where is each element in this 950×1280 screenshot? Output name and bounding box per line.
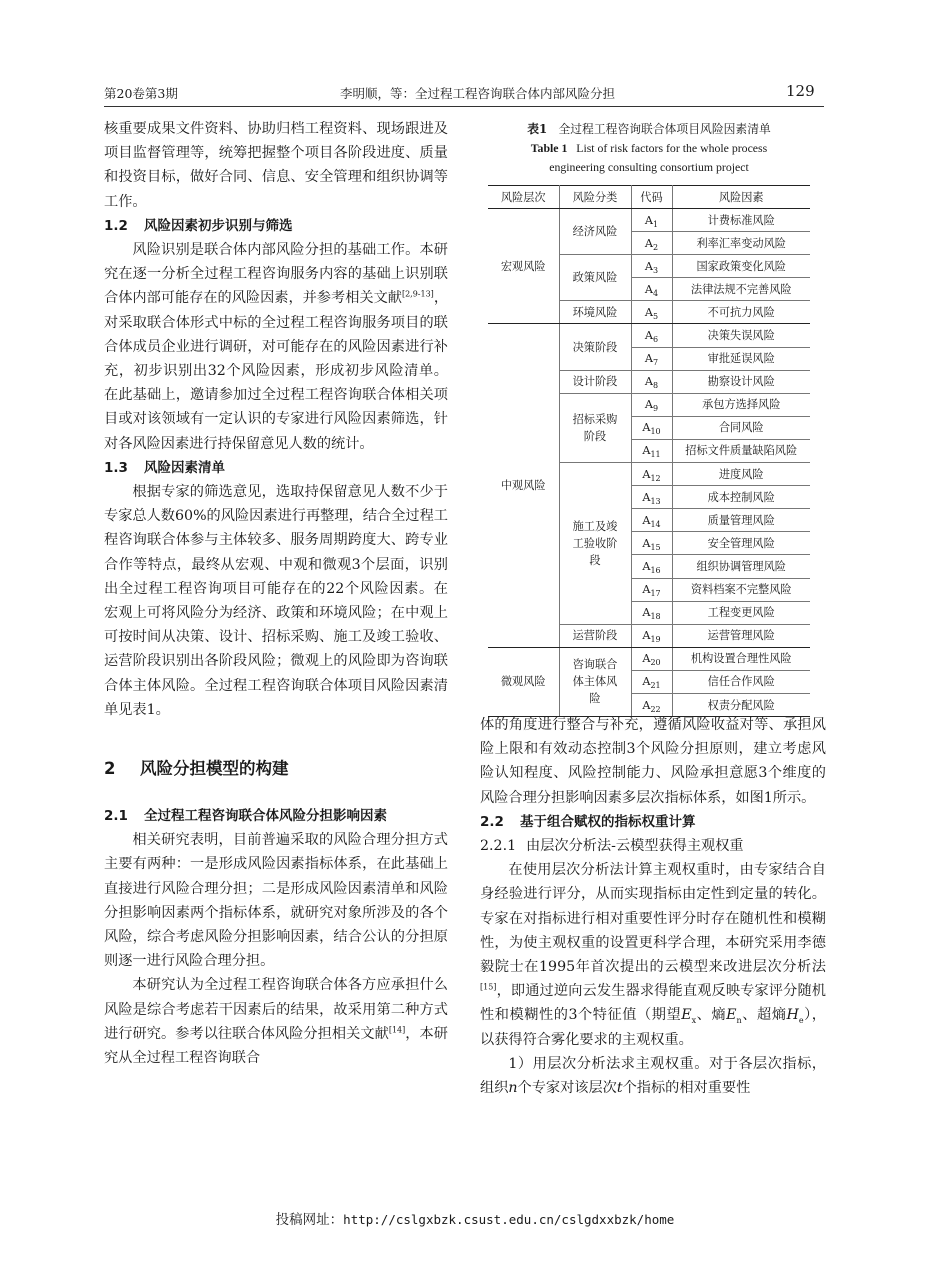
section-heading-2-1: 2.1 全过程工程咨询联合体风险分担影响因素	[104, 808, 387, 825]
risk-factor-cell: 进度风险	[672, 463, 810, 486]
header-rule	[104, 106, 824, 107]
risk-code-cell: $A_1$	[631, 209, 672, 232]
paragraph: 在使用层次分析法计算主观权重时，由专家结合自身经验进行评分，从而实现指标由定性到定量的转化。专家在对指标进行相对重要性评分时存在随机性和模糊性，为使主观权重的设置更科学合理，本研究采用李德毅院士在1995年首次提出的云模型来改进层次分析法[15]，即通过逆向云发生器求得能直观反映专家评分随机性和模糊性的3个特征值（期望$E_x$、熵$E_n$、超熵$H_e$），以获得符合雾化要求的主观权重。	[480, 862, 826, 1048]
risk-level-cell: 微观风险	[488, 647, 559, 716]
risk-code-cell: $A_{14}$	[631, 509, 672, 532]
risk-category-cell: 运营阶段	[559, 624, 631, 647]
risk-code-cell: $A_4$	[631, 278, 672, 301]
table-caption	[488, 120, 810, 177]
table-header-cell: 风险分类	[559, 186, 631, 209]
risk-factor-cell: 安全管理风险	[672, 532, 810, 555]
risk-code-cell: $A_{11}$	[631, 439, 672, 462]
risk-factor-cell: 成本控制风险	[672, 486, 810, 509]
risk-factor-cell: 合同风险	[672, 416, 810, 439]
risk-code-cell: $A_{10}$	[631, 416, 672, 439]
paragraph: 体的角度进行整合与补充，遵循风险收益对等、承担风险上限和有效动态控制3个风险分担原则，建立考虑风险认知程度、风险控制能力、风险承担意愿3个维度的风险合理分担影响因素多层次指标体系，如图1所示。	[480, 717, 826, 806]
table-row	[488, 647, 810, 670]
citation[interactable]: [2,9-13]	[401, 289, 434, 299]
risk-factor-cell: 国家政策变化风险	[672, 255, 810, 278]
risk-level-cell: 中观风险	[488, 324, 559, 647]
risk-factor-cell: 计费标准风险	[672, 209, 810, 232]
risk-factor-cell: 组织协调管理风险	[672, 555, 810, 578]
risk-code-cell: $A_{15}$	[631, 532, 672, 555]
risk-factor-cell: 工程变更风险	[672, 601, 810, 624]
left-column	[104, 117, 448, 1070]
risk-factor-cell: 审批延误风险	[672, 347, 810, 370]
section-heading-1-2: 1.2 风险因素初步识别与筛选	[104, 217, 293, 234]
risk-category-cell: 施工及竣工验收阶段	[559, 463, 631, 625]
citation[interactable]: [15]	[480, 982, 497, 992]
risk-factor-cell: 招标文件质量缺陷风险	[672, 439, 810, 462]
footer-label: 投稿网址：	[275, 1212, 344, 1228]
risk-factor-cell: 承包方选择风险	[672, 393, 810, 416]
section-heading-2-2: 2.2 基于组合赋权的指标权重计算	[480, 813, 696, 830]
paragraph: 1）用层次分析法求主观权重。对于各层次指标，组织n个专家对该层次t个指标的相对重要性	[480, 1055, 826, 1097]
risk-factor-cell: 机构设置合理性风险	[672, 647, 810, 670]
paragraph: 核重要成果文件资料、协助归档工程资料、现场跟进及项目监督管理等，统筹把握整个项目各阶段进度、质量和投资目标，做好合同、信息、安全管理和组织协调等工作。	[104, 121, 448, 210]
risk-factor-cell: 权责分配风险	[672, 693, 810, 716]
page-number: 129	[786, 82, 815, 100]
table-caption-en-2: engineering consulting consortium project	[549, 160, 749, 174]
journal-issue: 第20卷第3期	[104, 86, 178, 101]
risk-factor-cell: 信任合作风险	[672, 670, 810, 693]
risk-code-cell: $A_9$	[631, 393, 672, 416]
risk-code-cell: $A_{18}$	[631, 601, 672, 624]
table-row	[488, 324, 810, 347]
risk-category-cell: 咨询联合体主体风险	[559, 647, 631, 716]
table-caption-en: Table 1 List of risk factors for the whole process	[530, 141, 768, 155]
paragraph: 风险识别是联合体内部风险分担的基础工作。本研究在逐一分析全过程工程咨询服务内容的基础上识别联合体内部可能存在的风险因素，并参考相关文献[2,9-13]，对采取联合体形式中标的全过程工程咨询服务项目的联合体成员企业进行调研，对可能存在的风险因素进行补充，初步识别出32个风险因素，形成初步风险清单。在此基础上，邀请参加过全过程工程咨询联合体相关项目或对该领域有一定认识的专家进行风险因素筛选，针对各风险因素进行持保留意见人数的统计。	[104, 242, 449, 452]
table-row	[488, 209, 810, 232]
risk-category-cell: 招标采购阶段	[559, 393, 631, 462]
risk-code-cell: $A_{20}$	[631, 647, 672, 670]
submission-url[interactable]: http://cslgxbzk.csust.edu.cn/cslgdxxbzk/home	[343, 1212, 675, 1227]
risk-category-cell: 经济风险	[559, 209, 631, 255]
table-header-cell: 风险因素	[672, 186, 810, 209]
risk-code-cell: $A_{22}$	[631, 693, 672, 716]
table-header-cell: 风险层次	[488, 186, 559, 209]
risk-level-cell: 宏观风险	[488, 209, 559, 324]
page-footer	[0, 1208, 950, 1228]
paragraph: 根据专家的筛选意见，选取持保留意见人数不少于专家总人数60%的风险因素进行再整理，结合全过程工程咨询联合体参与主体较多、服务周期跨度大、跨专业合作等特点，最终从宏观、中观和微观3个层面，识别出全过程工程咨询项目可能存在的22个风险因素。在宏观上可将风险分为经济、政策和环境风险；在中观上可按时间从决策、设计、招标采购、施工及竣工验收、运营阶段识别出各阶段风险；微观上的风险即为咨询联合体主体风险。全过程工程咨询联合体项目风险因素清单见表1。	[104, 484, 448, 718]
citation[interactable]: [14]	[388, 1025, 406, 1035]
risk-factor-cell: 质量管理风险	[672, 509, 810, 532]
risk-code-cell: $A_{12}$	[631, 463, 672, 486]
running-title: 李明顺，等：全过程工程咨询联合体内部风险分担	[340, 86, 616, 101]
risk-factor-table	[488, 185, 810, 717]
risk-code-cell: $A_7$	[631, 347, 672, 370]
table-header-cell: 代码	[631, 186, 672, 209]
section-heading-2: 2 风险分担模型的构建	[104, 759, 289, 779]
risk-code-cell: $A_8$	[631, 370, 672, 393]
risk-code-cell: $A_5$	[631, 301, 672, 324]
table-header-row	[488, 186, 810, 209]
risk-code-cell: $A_{19}$	[631, 624, 672, 647]
risk-code-cell: $A_{13}$	[631, 486, 672, 509]
risk-factor-cell: 不可抗力风险	[672, 301, 810, 324]
risk-code-cell: $A_{16}$	[631, 555, 672, 578]
risk-category-cell: 决策阶段	[559, 324, 631, 370]
risk-factor-cell: 运营管理风险	[672, 624, 810, 647]
risk-category-cell: 环境风险	[559, 301, 631, 324]
risk-code-cell: $A_6$	[631, 324, 672, 347]
risk-code-cell: $A_3$	[631, 255, 672, 278]
section-heading-2-2-1: 2.2.1 由层次分析法-云模型获得主观权重	[480, 838, 744, 854]
risk-factor-cell: 资料档案不完整风险	[672, 578, 810, 601]
risk-factor-cell: 利率汇率变动风险	[672, 232, 810, 255]
risk-code-cell: $A_{17}$	[631, 578, 672, 601]
paragraph: 本研究认为全过程工程咨询联合体各方应承担什么风险是综合考虑若干因素后的结果，故采用第二种方式进行研究。参考以往联合体风险分担相关文献[14]，本研究从全过程工程咨询联合	[104, 977, 448, 1067]
risk-code-cell: $A_2$	[631, 232, 672, 255]
risk-factor-cell: 勘察设计风险	[672, 370, 810, 393]
risk-factor-cell: 法律法规不完善风险	[672, 278, 810, 301]
right-column	[480, 713, 826, 1100]
risk-factor-cell: 决策失误风险	[672, 324, 810, 347]
risk-code-cell: $A_{21}$	[631, 670, 672, 693]
risk-category-cell: 设计阶段	[559, 370, 631, 393]
section-heading-1-3: 1.3 风险因素清单	[104, 459, 225, 476]
table-caption-cn: 表1 全过程工程咨询联合体项目风险因素清单	[527, 122, 771, 136]
risk-category-cell: 政策风险	[559, 255, 631, 301]
paragraph: 相关研究表明，目前普遍采取的风险合理分担方式主要有两种：一是形成风险因素指标体系，在此基础上直接进行风险合理分担；二是形成风险因素清单和风险分担影响因素两个指标体系，就研究对象所涉及的各个风险，综合考虑风险分担影响因素，结合公认的分担原则逐一进行风险合理分担。	[104, 832, 448, 970]
